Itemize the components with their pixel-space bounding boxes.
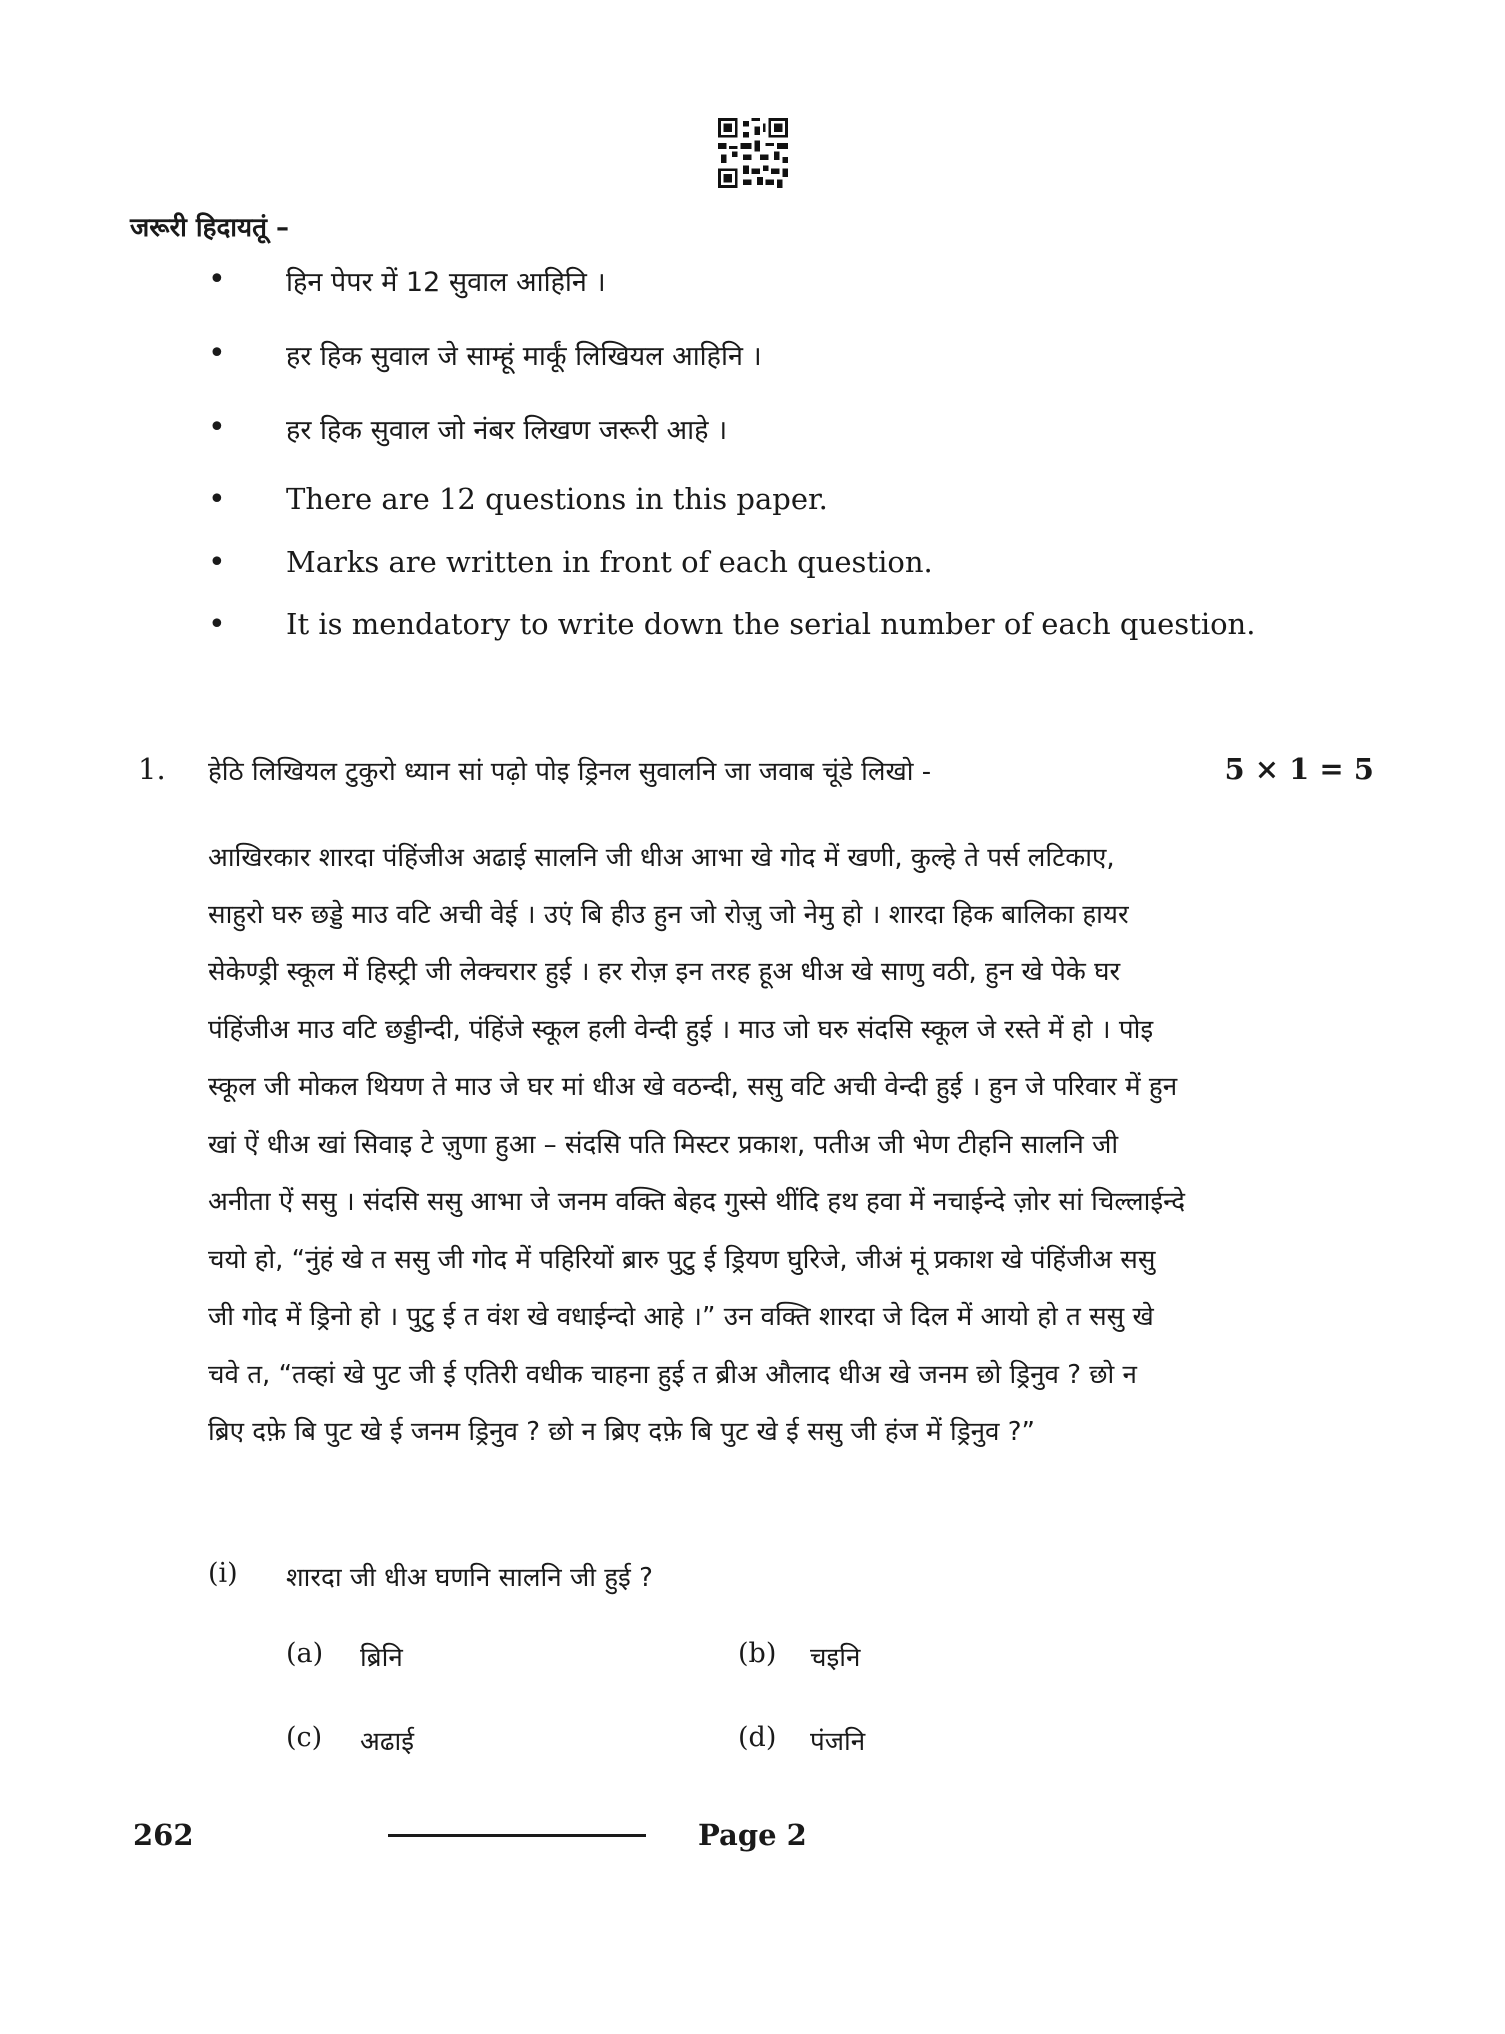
instruction-text: हिन पेपर में 12 सुवाल आहिनि । <box>286 267 606 298</box>
passage-line: साहुरो घरु छड्डे माउ वटि अची वेई । उएं बि हीउ हुन जो रोज़ु जो नेमु हो । शारदा हिक बालिका हायर <box>208 900 1129 930</box>
passage-line: ब्रिए दफ़े बि पुट खे ई जनम ड्रिनुव ? छो न ब्रिए दफ़े बि पुट खे ई ससु जी हंज में ड्रिनुव ?” <box>208 1417 1036 1447</box>
option-label-c: (c) <box>286 1722 323 1753</box>
subquestion-text: शारदा जी धीअ घणनि सालनि जी हुई ? <box>286 1563 653 1593</box>
option-label-d: (d) <box>738 1722 777 1753</box>
bullet-icon: • <box>208 410 226 445</box>
instruction-text: हर हिक सुवाल जे साम्हूं मार्कूं लिखियल आहिनि । <box>286 341 762 372</box>
instruction-text: Marks are written in front of each question. <box>286 545 933 579</box>
bullet-icon: • <box>208 545 226 580</box>
passage-line: चयो हो, “नुंहं खे त ससु जी गोद में पहिरियों ब्रारु पुटु ई ड्रियण घुरिजे, जीअं मूं प्रकाश खे पंहिंजीअ ससु <box>208 1245 1156 1275</box>
instructions-heading: जरूरी हिदायतूं – <box>130 213 289 243</box>
qr-code-icon <box>718 118 788 188</box>
bullet-icon: • <box>208 482 226 517</box>
subquestion-number: (i) <box>208 1558 238 1589</box>
option-text-b: चइनि <box>810 1643 861 1673</box>
option-text-d: पंजनि <box>810 1727 866 1757</box>
instruction-text: हर हिक सुवाल जो नंबर लिखण जरूरी आहे । <box>286 415 728 446</box>
option-text-c: अढाई <box>360 1727 415 1757</box>
option-text-a: ब्रिनि <box>360 1643 403 1673</box>
page-number: Page 2 <box>698 1818 807 1852</box>
passage-line: आखिरकार शारदा पंहिंजीअ अढाई सालनि जी धीअ आभा खे गोद में खणी, कुल्हे ते पर्स लटिकाए, <box>208 843 1115 873</box>
option-label-b: (b) <box>738 1638 777 1669</box>
passage-line: खां ऐं धीअ खां सिवाइ टे ज़ुणा हुआ – संदसि पति मिस्टर प्रकाश, पतीअ जी भेण टीहनि सालनि जी <box>208 1130 1119 1160</box>
instruction-text: There are 12 questions in this paper. <box>286 482 828 516</box>
passage-line: जी गोद में ड्रिनो हो । पुटु ई त वंश खे वधाईन्दो आहे ।” उन वक्ति शारदा जे दिल में आयो हो त ससु खे <box>208 1302 1154 1332</box>
question-marks: 5 × 1 = 5 <box>1224 752 1374 786</box>
bullet-icon: • <box>208 336 226 371</box>
option-label-a: (a) <box>286 1638 324 1669</box>
passage-line: सेकेण्ड्री स्कूल में हिस्ट्री जी लेक्चरार हुई । हर रोज़ इन तरह हूअ धीअ खे साणु वठी, हुन खे पेके घर <box>208 957 1121 987</box>
passage-line: पंहिंजीअ माउ वटि छड्डीन्दी, पंहिंजे स्कूल हली वेन्दी हुई । माउ जो घरु संदसि स्कूल जे रस्ते में हो । पोइ <box>208 1015 1154 1045</box>
question-text: हेठि लिखियल टुकुरो ध्यान सां पढ़ो पोइ ड्रिनल सुवालनि जा जवाब चूंडे लिखो - <box>208 757 932 787</box>
instruction-text: It is mendatory to write down the serial number of each question. <box>286 607 1256 641</box>
footer-divider <box>388 1834 646 1837</box>
bullet-icon: • <box>208 262 226 297</box>
question-number: 1. <box>138 752 166 786</box>
passage-line: चवे त, “तव्हां खे पुट जी ई एतिरी वधीक चाहना हुई त ब्रीअ औलाद धीअ खे जनम छो ड्रिनुव ? छो न <box>208 1360 1137 1390</box>
passage-line: अनीता ऐं ससु । संदसि ससु आभा जे जनम वक्ति बेहद गुस्से थींदि हथ हवा में नचाईन्दे ज़ोर सां चिल्लाईन्दे <box>208 1187 1186 1217</box>
passage-line: स्कूल जी मोकल थियण ते माउ जे घर मां धीअ खे वठन्दी, ससु वटि अची वेन्दी हुई । हुन जे परिवार में हुन <box>208 1072 1178 1102</box>
paper-code: 262 <box>133 1818 194 1852</box>
bullet-icon: • <box>208 607 226 642</box>
